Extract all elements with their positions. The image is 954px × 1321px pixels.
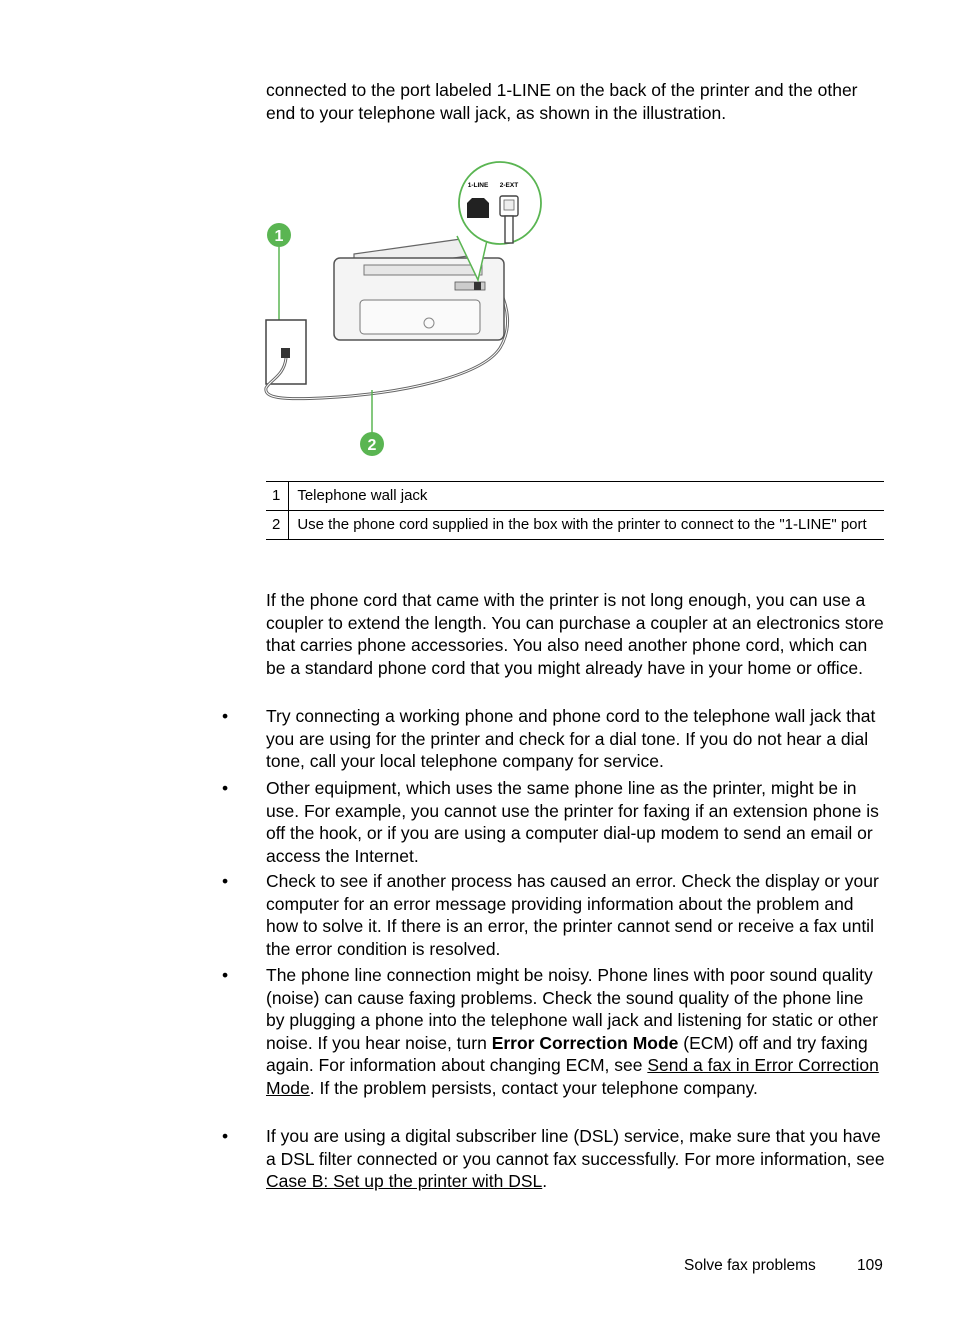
send-fax-ecm-link[interactable]: Send a fax in Error Correction Mode: [266, 1055, 879, 1098]
coupler-paragraph: If the phone cord that came with the printer is not long enough, you can use a coupler to extend the length. You can purchase a coupler at an electronics store that carries phone accessories. You also need another phone cord, which can be a standard phone cord that you might already have in your home or office.: [266, 590, 884, 678]
legend-table: [266, 481, 884, 540]
footer-section-title: Solve fax problems: [684, 1257, 816, 1274]
bullet-item-dsl: If you are using a digital subscriber line (DSL) service, make sure that you have a DSL filter connected or you cannot fax successfully. For more information, see Case B: Set up the printer with DSL.: [266, 1126, 885, 1191]
printer-connection-illustration: [262, 158, 552, 464]
port-1-line-icon: [467, 198, 489, 218]
wall-jack-icon: [266, 320, 306, 384]
intro-text: connected to the port labeled 1-LINE on the back of the printer and the other end to your telephone wall jack, as shown in the illustration.: [266, 80, 858, 123]
legend-number: 2: [266, 511, 289, 540]
bullet-item-dial-tone: Try connecting a working phone and phone cord to the telephone wall jack that you are using for the printer and check for a dial tone. If you do not hear a dial tone, call your local telephone company for service.: [266, 706, 876, 771]
callout-1: [267, 223, 291, 320]
bullet-marker: •: [222, 1126, 229, 1146]
page-number: 109: [857, 1257, 883, 1274]
bullet-marker: •: [222, 706, 229, 726]
legend-row: [266, 511, 884, 540]
callout-2: [360, 390, 384, 456]
port-1-line-label: 1-LINE: [467, 182, 489, 189]
legend-text: Use the phone cord supplied in the box with the printer to connect to the "1-LINE" port: [289, 511, 884, 540]
ecm-term: Error Correction Mode: [491, 1032, 679, 1053]
bullet-item-error-check: Check to see if another process has caused an error. Check the display or your computer for an error message providing information about the problem and how to solve it. If there is an error, the printer cannot send or receive a fax until the error condition is resolved.: [266, 871, 879, 959]
bullet-marker: •: [222, 871, 229, 891]
case-b-dsl-link[interactable]: Case B: Set up the printer with DSL: [266, 1171, 543, 1191]
callout-2-label: 2: [367, 437, 377, 454]
legend-row: [266, 482, 884, 511]
legend-text: Telephone wall jack: [289, 482, 884, 511]
bullet-item-other-equipment: Other equipment, which uses the same phone line as the printer, might be in use. For example, you cannot use the printer for faxing if an extension phone is off the hook, or if you are using a computer dial-up modem to send an email or access the Internet.: [266, 778, 879, 866]
legend-number: 1: [266, 482, 289, 511]
bullet-marker: •: [222, 778, 229, 798]
callout-1-label: 1: [274, 228, 284, 245]
bullet-marker: •: [222, 965, 229, 985]
port-2-ext-label: 2-EXT: [499, 182, 519, 189]
bullet-item-noisy-line: The phone line connection might be noisy. Phone lines with poor sound quality (noise) can cause faxing problems. Check the sound quality of the phone line by plugging a phone into the telephone wall jack and listening for static or other noise. If you hear noise, turn Error Correction Mode (ECM) off and try faxing again. For information about changing ECM, see Send a fax in Error Correction Mode. If the problem persists, contact your telephone company.: [266, 965, 879, 1098]
